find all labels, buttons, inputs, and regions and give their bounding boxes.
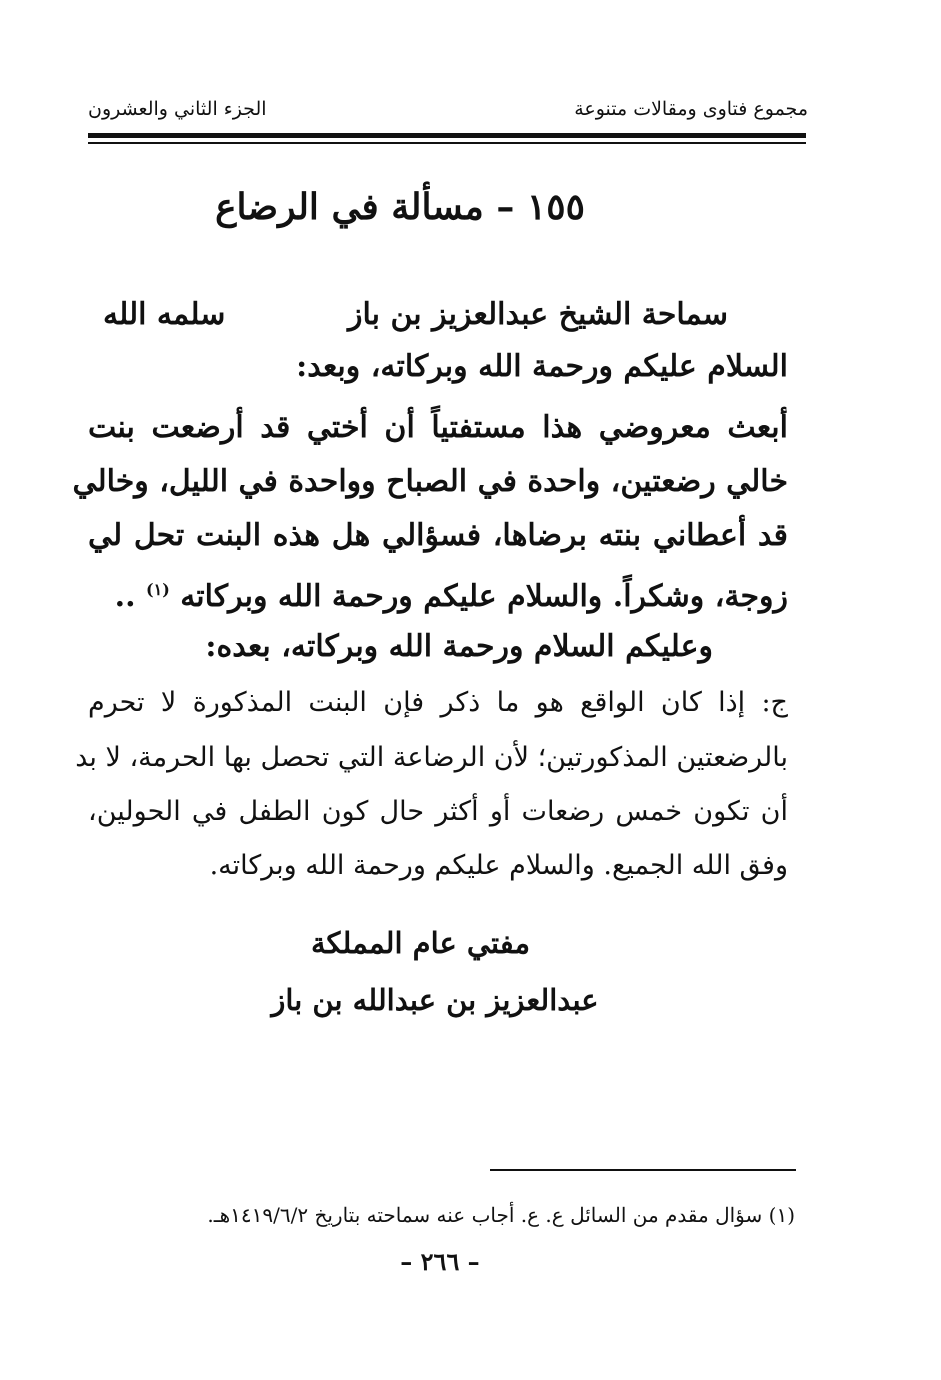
header-rule-thick [88, 133, 806, 138]
footnote-text: (١) سؤال مقدم من السائل ع. ع. أجاب عنه سماحته بتاريخ ١٤١٩/٦/٢هـ. [207, 1203, 795, 1227]
question-line: أبعث معروضي هذا مستفتياً أن أختي قد أرضعت بنت [88, 410, 788, 445]
reply-greeting: وعليكم السلام ورحمة الله وبركاته، بعده: [205, 629, 713, 664]
question-line: خالي رضعتين، واحدة في الصباح وواحدة في الليل، وخالي [72, 464, 788, 499]
signature-name: عبدالعزيز بن عبدالله بن باز [271, 983, 599, 1017]
question-end-dots: .. [114, 579, 136, 614]
header-rule-thin [88, 142, 806, 144]
question-line-text: زوجة، وشكراً. والسلام عليكم ورحمة الله وبركاته [180, 579, 788, 614]
footnote-separator [490, 1169, 796, 1171]
article-title: ١٥٥ – مسألة في الرضاع [215, 186, 585, 228]
answer-line: بالرضعتين المذكورتين؛ لأن الرضاعة التي تحصل بها الحرمة، لا بد [75, 742, 788, 773]
signature-title: مفتي عام المملكة [310, 926, 530, 960]
page-number: – ٢٦٦ – [400, 1247, 480, 1276]
greeting-line: السلام عليكم ورحمة الله وبركاته، وبعد: [296, 349, 788, 384]
footnote-marker: (١) [146, 580, 170, 599]
answer-line: أن تكون خمس رضعات أو أكثر حال كون الطفل في الحولين، [88, 796, 788, 827]
running-header-book-title: مجموع فتاوى ومقالات متنوعة [574, 98, 808, 120]
answer-line: ج: إذا كان الواقع هو ما ذكر فإن البنت المذكورة لا تحرم [88, 687, 788, 718]
recipient-line: سماحة الشيخ عبدالعزيز بن باز [348, 297, 728, 332]
question-line: قد أعطاني بنته برضاها، فسؤالي هل هذه البنت تحل لي [88, 518, 788, 553]
recipient-blessing: سلمه الله [103, 297, 226, 332]
answer-line: وفق الله الجميع. والسلام عليكم ورحمة الله وبركاته. [209, 850, 788, 881]
question-line-last [88, 565, 788, 622]
running-header-volume: الجزء الثاني والعشرون [88, 98, 267, 120]
